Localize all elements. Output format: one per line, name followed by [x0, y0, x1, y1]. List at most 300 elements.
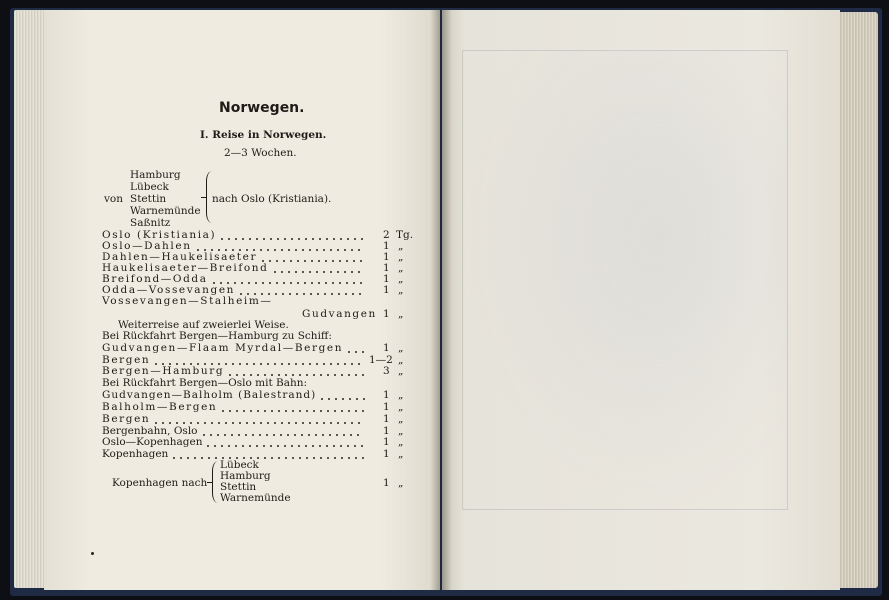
itinerary-unit: „ [398, 308, 404, 320]
leader-dot [302, 422, 304, 424]
leader-dot [339, 260, 341, 262]
leader-dot [204, 249, 206, 251]
leader-dot [246, 249, 248, 251]
leader-dot [330, 422, 332, 424]
leader-dot [306, 410, 308, 412]
leader-dot [313, 374, 315, 376]
leader-dot [222, 410, 224, 412]
leader-dot [344, 271, 346, 273]
leader-dot [221, 238, 223, 240]
itinerary-unit: „ [398, 240, 404, 252]
leader-dot [262, 282, 264, 284]
leader-dot [264, 410, 266, 412]
leader-dot [190, 422, 192, 424]
leader-dot [332, 282, 334, 284]
leader-dot [353, 282, 355, 284]
leader-dot [303, 293, 305, 295]
leader-dot [259, 434, 261, 436]
leader-dot [288, 422, 290, 424]
leader-dot [324, 293, 326, 295]
leader-dot [207, 445, 209, 447]
leader-dot [288, 271, 290, 273]
leader-dot [353, 260, 355, 262]
leader-dot [289, 293, 291, 295]
note-schiff: Bei Rückfahrt Bergen—Hamburg zu Schiff: [102, 330, 332, 342]
leader-dot [325, 260, 327, 262]
rail-route-label: Oslo—Kopenhagen [102, 436, 203, 448]
leader-dot [296, 293, 298, 295]
leader-dot [235, 445, 237, 447]
leader-dot [338, 293, 340, 295]
leader-dot [274, 249, 276, 251]
leader-dot [323, 363, 325, 365]
ship-route-label: Gudvangen—Flaam Myrdal—Bergen [102, 342, 344, 354]
departure-city: Lübeck [130, 181, 169, 193]
leader-dot [362, 410, 364, 412]
leader-dot [352, 293, 354, 295]
leader-dot [316, 422, 318, 424]
leader-dot [316, 363, 318, 365]
leader-dot [356, 398, 358, 400]
rail-route-unit: „ [398, 389, 404, 401]
leader-dot [249, 445, 251, 447]
leader-dot [260, 422, 262, 424]
leader-dot [232, 363, 234, 365]
leader-dot [183, 422, 185, 424]
leader-dot [264, 457, 266, 459]
rail-route-label: Bergenbahn, Oslo [102, 425, 198, 437]
leader-dot [358, 363, 360, 365]
leader-dot [269, 282, 271, 284]
leader-dot [243, 410, 245, 412]
leader-dot [211, 363, 213, 365]
leader-dot [232, 422, 234, 424]
leader-dot [344, 422, 346, 424]
leader-dot [358, 249, 360, 251]
rail-route-label: Gudvangen—Balholm (Balestrand) [102, 389, 317, 401]
leader-dot [357, 434, 359, 436]
leader-dot [201, 457, 203, 459]
leader-dot [287, 434, 289, 436]
leader-dot [254, 293, 256, 295]
leader-dot [363, 398, 365, 400]
leader-dot [235, 238, 237, 240]
leader-dot [304, 260, 306, 262]
leader-dot [194, 457, 196, 459]
leader-dot [347, 238, 349, 240]
leader-dot [329, 434, 331, 436]
leader-dot [274, 363, 276, 365]
leader-dot [336, 434, 338, 436]
leader-dot [292, 457, 294, 459]
leader-dot [236, 457, 238, 459]
leader-dot [246, 422, 248, 424]
leader-dot [271, 410, 273, 412]
rail-route-days: 1 [383, 413, 390, 425]
leader-dot [326, 238, 328, 240]
leader-dot [315, 434, 317, 436]
leader-dot [225, 422, 227, 424]
leader-dot [330, 363, 332, 365]
leader-dot [285, 410, 287, 412]
leader-dot [334, 374, 336, 376]
leader-dot [316, 249, 318, 251]
leader-dot [278, 410, 280, 412]
leader-dot [282, 293, 284, 295]
leader-dot [339, 282, 341, 284]
leader-dot [337, 271, 339, 273]
rail-route-unit: „ [398, 425, 404, 437]
leader-dot [197, 249, 199, 251]
leader-dot [348, 457, 350, 459]
leader-dot [232, 249, 234, 251]
leader-dot [341, 410, 343, 412]
leader-dot [257, 410, 259, 412]
leader-dot [355, 374, 357, 376]
leader-dot [348, 410, 350, 412]
leader-dot [281, 422, 283, 424]
leader-dot [295, 249, 297, 251]
leader-dot [308, 434, 310, 436]
return-city: Stettin [220, 481, 257, 493]
ship-route-days: 3 [383, 365, 390, 377]
leader-dot [341, 457, 343, 459]
leader-dot [268, 293, 270, 295]
leader-dot [218, 422, 220, 424]
leader-dot [190, 363, 192, 365]
leader-dot [355, 410, 357, 412]
itinerary-label: Vossevangen—Stalheim— [102, 295, 273, 307]
leader-dot [317, 293, 319, 295]
leader-dot [320, 410, 322, 412]
leader-dot [340, 445, 342, 447]
leader-dot [285, 374, 287, 376]
leader-dot [176, 363, 178, 365]
trip-duration: 2—3 Wochen. [224, 147, 297, 159]
leader-dot [299, 374, 301, 376]
leader-dot [313, 410, 315, 412]
leader-dot [294, 434, 296, 436]
leader-dot [319, 445, 321, 447]
leader-dot [337, 249, 339, 251]
leader-dot [283, 260, 285, 262]
return-city: Hamburg [220, 470, 271, 482]
leader-dot [298, 238, 300, 240]
leader-dot [301, 434, 303, 436]
leader-dot [239, 363, 241, 365]
rail-route-days: 1 [383, 448, 390, 460]
leader-dot [253, 249, 255, 251]
leader-dot [221, 445, 223, 447]
leader-dot [302, 249, 304, 251]
leader-dot [173, 457, 175, 459]
leader-dot [278, 374, 280, 376]
leader-dot [203, 434, 205, 436]
rail-route-days: 1 [383, 436, 390, 448]
leader-dot [337, 363, 339, 365]
leader-dot [349, 398, 351, 400]
leader-dot [309, 271, 311, 273]
leader-dot [162, 363, 164, 365]
leader-dot [253, 363, 255, 365]
rail-route-unit: „ [398, 401, 404, 413]
ship-route-days: 1—2 [369, 354, 393, 366]
itinerary-unit: Tg. [396, 229, 414, 241]
leader-dot [249, 238, 251, 240]
leader-dot [224, 434, 226, 436]
ship-route-days: 1 [383, 342, 390, 354]
leader-dot [220, 282, 222, 284]
leader-dot [327, 457, 329, 459]
ship-route-label: Bergen—Hamburg [102, 365, 225, 377]
leader-dot [346, 260, 348, 262]
leader-dot [337, 422, 339, 424]
leader-dot [260, 249, 262, 251]
leader-dot [217, 434, 219, 436]
ship-route-label: Bergen [102, 354, 151, 366]
leader-dot [225, 363, 227, 365]
leader-dot [277, 445, 279, 447]
leader-dot [302, 271, 304, 273]
leader-dot [323, 271, 325, 273]
leader-dot [155, 363, 157, 365]
itinerary-days: 1 [383, 251, 390, 263]
leader-dot [295, 422, 297, 424]
leader-dot [218, 363, 220, 365]
itinerary-days: 1 [383, 273, 390, 285]
itinerary-label: Odda—Vossevangen [102, 284, 235, 296]
leader-dot [291, 445, 293, 447]
leader-dot [360, 260, 362, 262]
leader-dot [341, 374, 343, 376]
leader-dot [297, 282, 299, 284]
page-edges-right [838, 12, 878, 588]
leader-dot [361, 238, 363, 240]
leader-dot [299, 457, 301, 459]
leader-dot [281, 271, 283, 273]
leader-dot [331, 293, 333, 295]
leader-dot [277, 238, 279, 240]
leader-dot [271, 457, 273, 459]
leader-dot [288, 363, 290, 365]
leader-dot [323, 422, 325, 424]
leader-dot [305, 238, 307, 240]
leader-dot [242, 238, 244, 240]
itinerary-days: 1 [383, 240, 390, 252]
leader-dot [162, 422, 164, 424]
print-speck [91, 552, 94, 555]
leader-dot [267, 363, 269, 365]
leader-dot [305, 445, 307, 447]
itinerary-unit: „ [398, 251, 404, 263]
leader-dot [238, 434, 240, 436]
departure-destination: nach Oslo (Kristiania). [212, 193, 332, 205]
leader-dot [267, 249, 269, 251]
leader-dot [351, 363, 353, 365]
leader-dot [299, 410, 301, 412]
leader-dot [334, 457, 336, 459]
leader-dot [320, 374, 322, 376]
leader-dot [348, 374, 350, 376]
rail-route-days: 1 [383, 389, 390, 401]
leader-dot [347, 445, 349, 447]
leader-dot [169, 422, 171, 424]
return-city: Lübeck [220, 459, 259, 471]
leader-dot [262, 260, 264, 262]
leader-dot [334, 410, 336, 412]
leader-dot [292, 410, 294, 412]
leader-dot [283, 282, 285, 284]
leader-dot [180, 457, 182, 459]
leader-dot [320, 457, 322, 459]
rail-route-label: Bergen [102, 413, 151, 425]
leader-dot [246, 363, 248, 365]
itinerary-continuation: Gudvangen [302, 308, 377, 320]
leader-dot [208, 457, 210, 459]
leader-dot [245, 434, 247, 436]
ship-route-unit: „ [398, 365, 404, 377]
note-bahn: Bei Rückfahrt Bergen—Oslo mit Bahn: [102, 377, 308, 389]
leader-dot [333, 445, 335, 447]
itinerary-days: 1 [383, 308, 390, 320]
leader-dot [267, 422, 269, 424]
itinerary-days: 2 [383, 229, 390, 241]
departure-prefix: von [104, 193, 124, 205]
leader-dot [342, 398, 344, 400]
leader-dot [350, 434, 352, 436]
rail-route-label: Kopenhagen [102, 448, 169, 460]
leader-dot [291, 238, 293, 240]
leader-dot [197, 363, 199, 365]
leader-dot [227, 282, 229, 284]
leader-dot [281, 249, 283, 251]
leader-dot [211, 249, 213, 251]
leader-dot [229, 410, 231, 412]
itinerary-days: 1 [383, 284, 390, 296]
leader-dot [359, 293, 361, 295]
leader-dot [250, 374, 252, 376]
leader-dot [362, 374, 364, 376]
leader-dot [242, 445, 244, 447]
leader-dot [228, 238, 230, 240]
leader-dot [309, 249, 311, 251]
leader-dot [241, 282, 243, 284]
leader-dot [284, 238, 286, 240]
leader-dot [311, 260, 313, 262]
leader-dot [309, 422, 311, 424]
leader-dot [211, 422, 213, 424]
leader-dot [187, 457, 189, 459]
book-gutter [430, 10, 452, 590]
leader-dot [330, 271, 332, 273]
rail-route-days: 1 [383, 401, 390, 413]
leader-dot [319, 238, 321, 240]
return-days: 1 [383, 477, 390, 489]
leader-dot [351, 271, 353, 273]
leader-dot [247, 293, 249, 295]
leader-dot [236, 410, 238, 412]
leader-dot [327, 374, 329, 376]
leader-dot [270, 445, 272, 447]
leader-dot [321, 398, 323, 400]
faded-map-plate [462, 50, 788, 510]
leader-dot [335, 398, 337, 400]
leader-dot [285, 457, 287, 459]
leader-dot [340, 238, 342, 240]
leader-dot [231, 434, 233, 436]
leader-dot [290, 260, 292, 262]
departure-city: Stettin [130, 193, 167, 205]
leader-dot [295, 271, 297, 273]
leader-dot [344, 249, 346, 251]
leader-dot [239, 249, 241, 251]
leader-dot [183, 363, 185, 365]
rail-route-label: Balholm—Bergen [102, 401, 218, 413]
leader-dot [273, 434, 275, 436]
leader-dot [306, 457, 308, 459]
leader-dot [197, 422, 199, 424]
rail-route-unit: „ [398, 448, 404, 460]
leader-dot [318, 282, 320, 284]
leader-dot [355, 351, 357, 353]
leader-dot [263, 445, 265, 447]
leader-dot [264, 374, 266, 376]
leader-dot [271, 374, 273, 376]
leader-dot [240, 293, 242, 295]
leader-dot [255, 282, 257, 284]
leader-dot [248, 282, 250, 284]
leader-dot [243, 457, 245, 459]
leader-dot [316, 271, 318, 273]
leader-dot [215, 457, 217, 459]
itinerary-unit: „ [398, 273, 404, 285]
leader-dot [343, 434, 345, 436]
itinerary-unit: „ [398, 262, 404, 274]
leader-dot [354, 445, 356, 447]
leader-dot [250, 457, 252, 459]
leader-dot [252, 434, 254, 436]
leader-dot [297, 260, 299, 262]
rail-route-unit: „ [398, 436, 404, 448]
leader-dot [306, 374, 308, 376]
leader-dot [263, 238, 265, 240]
return-brace [212, 461, 219, 503]
rail-route-unit: „ [398, 413, 404, 425]
leader-dot [313, 457, 315, 459]
itinerary-label: Breifond—Odda [102, 273, 208, 285]
leader-dot [284, 445, 286, 447]
leader-dot [256, 445, 258, 447]
departure-city: Saßnitz [130, 217, 171, 229]
leader-dot [325, 282, 327, 284]
leader-dot [362, 457, 364, 459]
leader-dot [266, 434, 268, 436]
leader-dot [214, 445, 216, 447]
ship-route-unit: „ [398, 354, 404, 366]
itinerary-unit: „ [398, 284, 404, 296]
leader-dot [280, 434, 282, 436]
leader-dot [330, 249, 332, 251]
leader-dot [351, 249, 353, 251]
leader-dot [310, 293, 312, 295]
itinerary-label: Dahlen—Haukelisaeter [102, 251, 258, 263]
leader-dot [348, 351, 350, 353]
leader-dot [358, 422, 360, 424]
leader-dot [361, 445, 363, 447]
departure-city: Hamburg [130, 169, 181, 181]
leader-dot [155, 422, 157, 424]
leader-dot [229, 374, 231, 376]
